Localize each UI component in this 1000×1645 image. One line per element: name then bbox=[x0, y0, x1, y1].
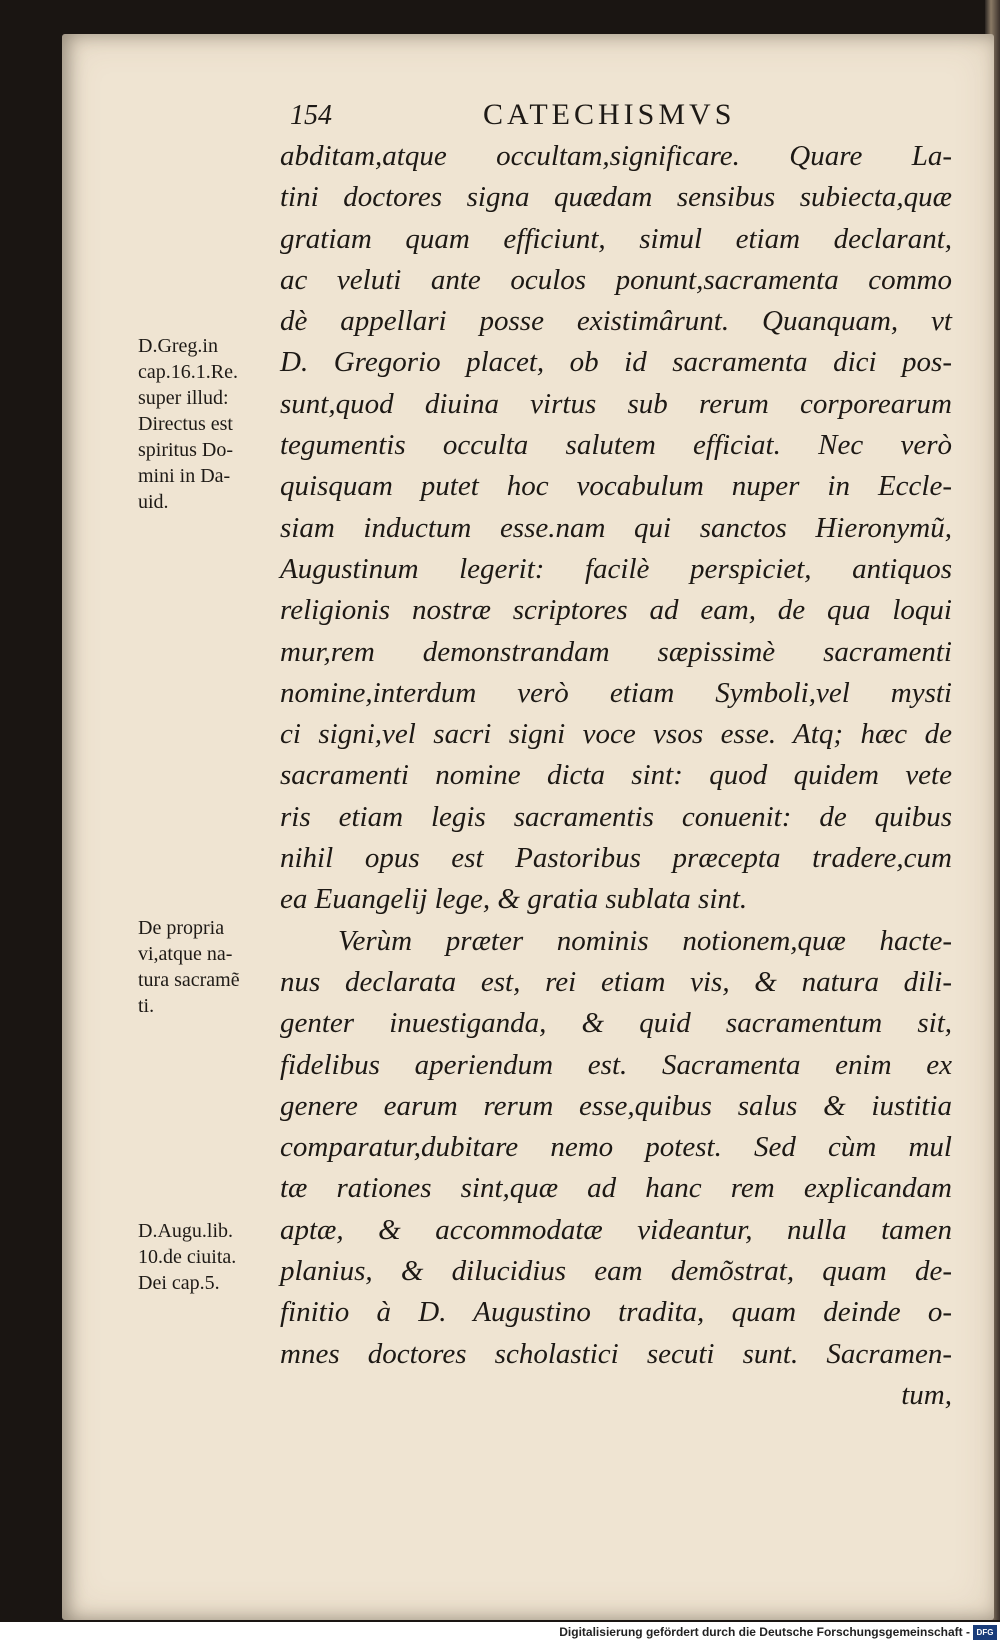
text-line: ea Euangelij lege, & gratia sublata sint. bbox=[280, 883, 748, 916]
margin-line: 10.de ciuita. bbox=[138, 1246, 237, 1268]
margin-line: mini in Da- bbox=[138, 465, 231, 487]
margin-line: uid. bbox=[138, 491, 169, 513]
text-line: mnes doctores scholastici secuti sunt. Sacramen- bbox=[280, 1337, 952, 1370]
text-line: gratiam quam efficiunt, simul etiam declarant, bbox=[280, 222, 952, 255]
margin-line: spiritus Do- bbox=[138, 439, 233, 461]
text-line: fidelibus aperiendum est. Sacramenta enim ex bbox=[280, 1048, 952, 1081]
text-line: Augustinum legerit: facilè perspiciet, antiquos bbox=[280, 552, 952, 585]
text-line: dè appellari posse existimârunt. Quanquam, vt bbox=[280, 305, 952, 338]
text-line: tegumentis occulta salutem efficiat. Nec verò bbox=[280, 429, 952, 462]
text-line: genere earum rerum esse,quibus salus & iustitia bbox=[280, 1089, 952, 1122]
text-line: nus declarata est, rei etiam vis, & natura dili- bbox=[280, 965, 952, 998]
margin-note-augustine bbox=[138, 1218, 278, 1296]
text-line: nihil opus est Pastoribus præcepta tradere,cum bbox=[280, 842, 952, 875]
body-text bbox=[280, 136, 952, 1416]
text-line: tæ rationes sint,quæ ad hanc rem explicandam bbox=[280, 1172, 952, 1205]
margin-line: cap.16.1.Re. bbox=[138, 361, 238, 383]
text-line: comparatur,dubitare nemo potest. Sed cùm mul bbox=[280, 1131, 952, 1164]
text-line: sacramenti nomine dicta sint: quod quidem vete bbox=[280, 759, 952, 792]
text-line: finitio à D. Augustino tradita, quam deinde o- bbox=[280, 1296, 952, 1329]
text-line: abditam,atque occultam,significare. Quare La- bbox=[280, 140, 952, 172]
text-line: religionis nostræ scriptores ad eam, de qua loqui bbox=[280, 594, 952, 627]
footer-credit: Digitalisierung gefördert durch die Deutsche Forschungsgemeinschaft - bbox=[559, 1625, 970, 1639]
margin-line: D.Greg.in bbox=[138, 335, 218, 357]
running-head: CATECHISMVS bbox=[483, 98, 736, 131]
margin-note-gregory bbox=[138, 333, 278, 515]
margin-note-de-propria bbox=[138, 915, 278, 1019]
text-line: quisquam putet hoc vocabulum nuper in Eccle- bbox=[280, 470, 952, 503]
text-line: genter inuestiganda, & quid sacramentum sit, bbox=[280, 1007, 952, 1040]
margin-line: Directus est bbox=[138, 413, 233, 435]
page-number: 154 bbox=[290, 100, 332, 131]
text-line: tini doctores signa quædam sensibus subiecta,quæ bbox=[280, 181, 952, 214]
text-line: ac veluti ante oculos ponunt,sacramenta commo bbox=[280, 263, 952, 296]
text-line: sunt,quod diuina virtus sub rerum corporearum bbox=[280, 387, 952, 420]
dfg-logo: DFG bbox=[973, 1625, 997, 1640]
text-line: nomine,interdum verò etiam Symboli,vel mysti bbox=[280, 676, 952, 709]
margin-line: D.Augu.lib. bbox=[138, 1220, 233, 1242]
margin-line: tura sacramẽ bbox=[138, 969, 240, 991]
text-line: D. Gregorio placet, ob id sacramenta dici pos- bbox=[280, 346, 952, 379]
margin-line: ti. bbox=[138, 995, 155, 1017]
margin-line: Dei cap.5. bbox=[138, 1272, 220, 1294]
margin-line: super illud: bbox=[138, 387, 229, 409]
margin-line: vi,atque na- bbox=[138, 943, 233, 965]
text-line: Verùm præter nominis notionem,quæ hacte- bbox=[338, 924, 952, 957]
text-line: aptæ, & accommodatæ videantur, nulla tamen bbox=[280, 1213, 952, 1246]
text-line: mur,rem demonstrandam sæpissimè sacramenti bbox=[280, 635, 952, 668]
margin-line: De propria bbox=[138, 917, 225, 939]
text-line: siam inductum esse.nam qui sanctos Hieronymũ, bbox=[280, 511, 952, 544]
catchword: tum, bbox=[901, 1378, 952, 1411]
text-line: ci signi,vel sacri signi voce vsos esse. Atq; hæc de bbox=[280, 718, 952, 751]
text-line: ris etiam legis sacramentis conuenit: de quibus bbox=[280, 800, 952, 833]
text-line: planius, & dilucidius eam demõstrat, quam de- bbox=[280, 1255, 952, 1288]
